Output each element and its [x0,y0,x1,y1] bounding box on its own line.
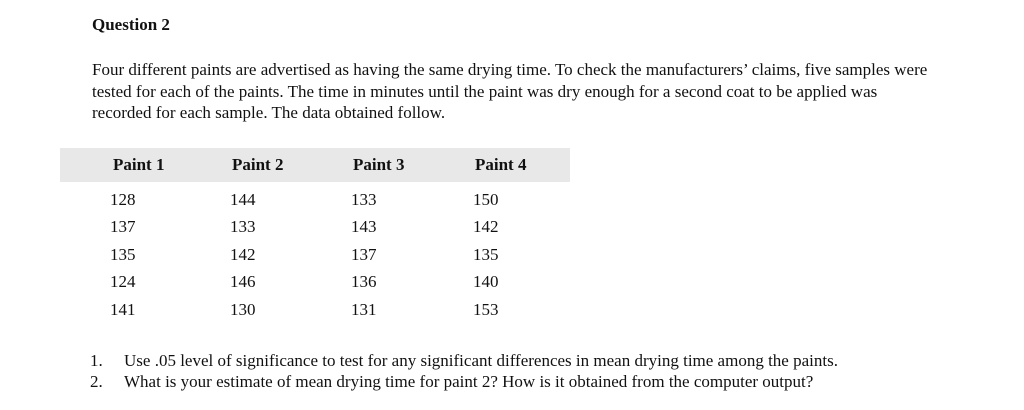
table-row [60,214,570,242]
list-item [90,371,838,392]
table-cell: 153 [473,299,499,319]
question-text: Use .05 level of significance to test for any significant differences in mean drying time among the paints. [124,351,838,370]
table-header-row [60,148,570,182]
question-list [90,350,838,392]
table-cell: 144 [230,189,256,209]
table-cell: 133 [230,217,256,237]
table-cell: 140 [473,272,499,292]
table-cell: 128 [110,189,136,209]
table-cell: 142 [473,217,499,237]
table-cell: 137 [351,244,377,264]
table-cell: 131 [351,299,377,319]
header-paint-1: Paint 1 [113,155,165,174]
table-cell: 142 [230,244,256,264]
table-cell: 124 [110,272,136,292]
question-number: 1. [90,351,103,370]
table-cell: 137 [110,217,136,237]
table-cell: 135 [110,244,136,264]
table-row [60,296,570,324]
table-row [60,241,570,269]
table-row [60,182,570,214]
question-title: Question 2 [92,15,170,34]
problem-statement: Four different paints are advertised as having the same drying time. To check the manufacturers’ claims, five samples were tested for each of the paints. The time in minutes until the paint was dry enough for a second coat to be applied was recorded for each sample. The data obtained follow. [92,60,928,122]
table-cell: 135 [473,244,499,264]
table-cell: 146 [230,272,256,292]
list-item [90,350,838,371]
table-cell: 150 [473,189,499,209]
header-paint-4: Paint 4 [475,155,527,174]
drying-time-table [60,148,570,324]
table-cell: 133 [351,189,377,209]
header-paint-3: Paint 3 [353,155,405,174]
table-row [60,269,570,297]
table-cell: 141 [110,299,136,319]
table-cell: 143 [351,217,377,237]
header-paint-2: Paint 2 [232,155,284,174]
question-text: What is your estimate of mean drying time for paint 2? How is it obtained from the computer output? [124,372,814,391]
table-cell: 136 [351,272,377,292]
table-cell: 130 [230,299,256,319]
question-number: 2. [90,372,103,391]
